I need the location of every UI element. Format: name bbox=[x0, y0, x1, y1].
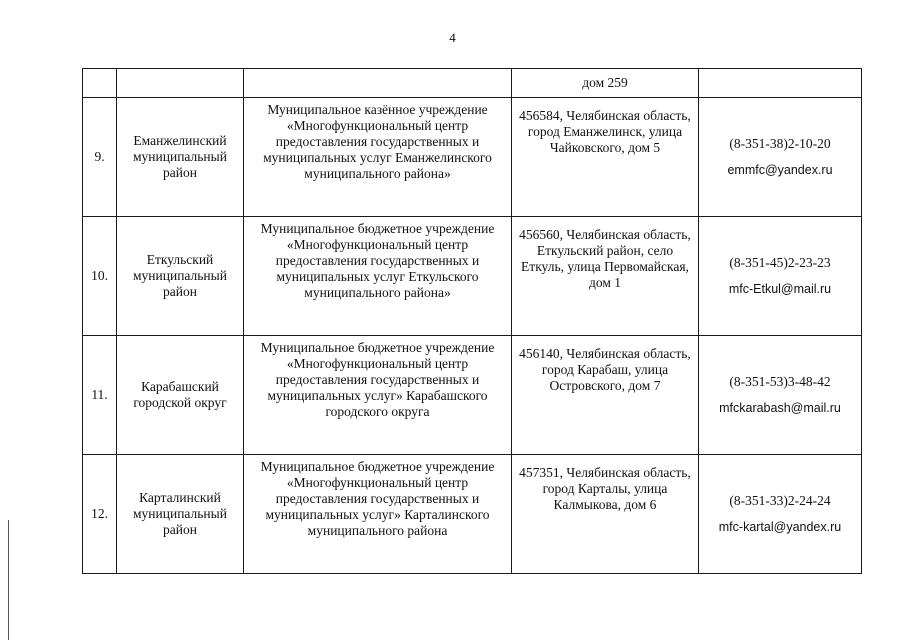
phone-number: (8-351-53)3-48-42 bbox=[729, 374, 831, 389]
district-cell bbox=[117, 69, 244, 98]
organization-name: Муниципальное бюджетное учреждение «Многофункциональный центр предоставления государственных и муниципальных услуг» Карабашского городского округа bbox=[244, 336, 512, 455]
continuation-row bbox=[83, 69, 862, 98]
table-row bbox=[83, 336, 862, 455]
email-address[interactable]: mfc-kartal@yandex.ru bbox=[718, 520, 842, 534]
postal-address: 456140, Челябинская область, город Карабаш, улица Островского, дом 7 bbox=[512, 336, 699, 455]
postal-address: 457351, Челябинская область, город Карталы, улица Калмыкова, дом 6 bbox=[512, 455, 699, 574]
postal-address: 456584, Челябинская область, город Еманжелинск, улица Чайковского, дом 5 bbox=[512, 98, 699, 217]
email-address[interactable]: mfckarabash@mail.ru bbox=[719, 401, 841, 415]
organization-name: Муниципальное бюджетное учреждение «Многофункциональный центр предоставления государственных и муниципальных услуг» Карталинского муниципального района bbox=[244, 455, 512, 574]
row-number: 12. bbox=[83, 455, 117, 574]
row-number: 10. bbox=[83, 217, 117, 336]
row-number: 9. bbox=[83, 98, 117, 217]
contact-cell bbox=[699, 98, 862, 217]
table-row bbox=[83, 98, 862, 217]
num-cell bbox=[83, 69, 117, 98]
organization-name: Муниципальное бюджетное учреждение «Многофункциональный центр предоставления государственных и муниципальных услуг Еткульского муниципального района» bbox=[244, 217, 512, 336]
page-number: 4 bbox=[449, 30, 456, 45]
row-number: 11. bbox=[83, 336, 117, 455]
scan-edge-line bbox=[8, 520, 9, 640]
phone-number: (8-351-33)2-24-24 bbox=[729, 493, 831, 508]
address-cell: дом 259 bbox=[512, 69, 699, 98]
organization-name: Муниципальное казённое учреждение «Многофункциональный центр предоставления государственных и муниципальных услуг Еманжелинского муниципального района» bbox=[244, 98, 512, 217]
contact-cell bbox=[699, 336, 862, 455]
contact-cell bbox=[699, 217, 862, 336]
mfc-registry-table bbox=[82, 68, 862, 574]
district-name: Еманжелинский муниципальный район bbox=[117, 98, 244, 217]
district-name: Карабашский городской округ bbox=[117, 336, 244, 455]
contact-cell bbox=[699, 455, 862, 574]
email-address[interactable]: emmfc@yandex.ru bbox=[727, 163, 833, 177]
email-address[interactable]: mfc-Etkul@mail.ru bbox=[728, 282, 832, 296]
table-row bbox=[83, 217, 862, 336]
org-cell bbox=[244, 69, 512, 98]
phone-number: (8-351-45)2-23-23 bbox=[729, 255, 831, 270]
postal-address: 456560, Челябинская область, Еткульский район, село Еткуль, улица Первомайская, дом 1 bbox=[512, 217, 699, 336]
phone-number: (8-351-38)2-10-20 bbox=[729, 136, 831, 151]
table-row bbox=[83, 455, 862, 574]
district-name: Карталинский муниципальный район bbox=[117, 455, 244, 574]
contact-cell bbox=[699, 69, 862, 98]
district-name: Еткульский муниципальный район bbox=[117, 217, 244, 336]
